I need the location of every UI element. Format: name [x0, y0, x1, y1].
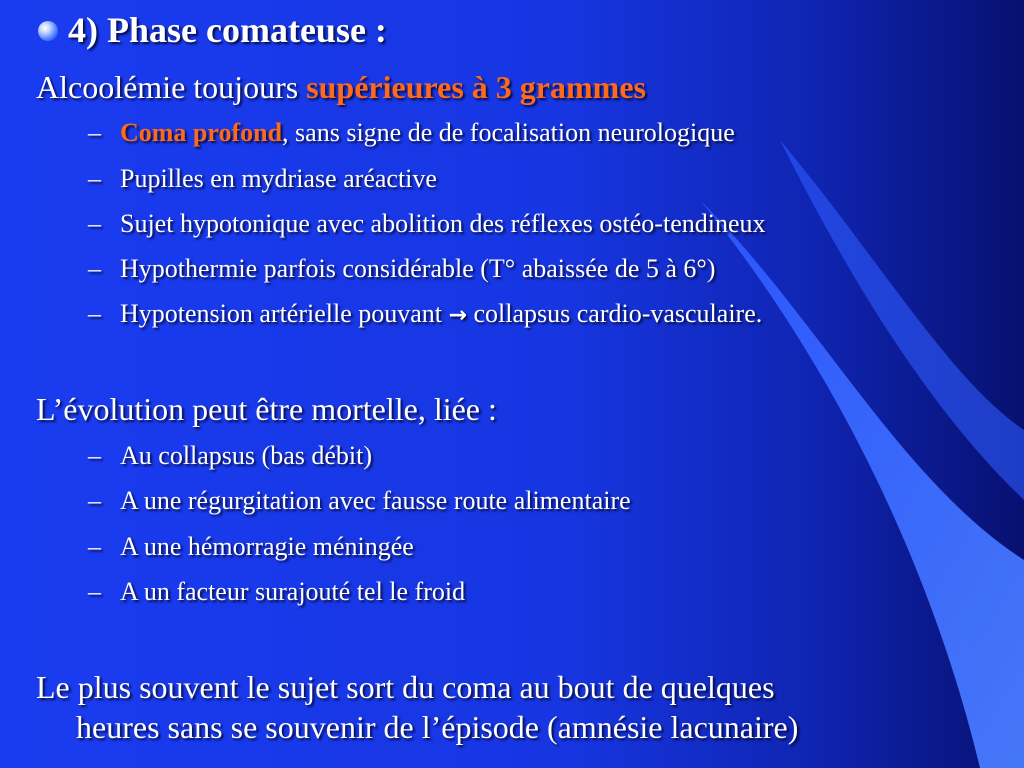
- list-item: – Hypotension artérielle pouvant → collapsus cardio-vasculaire.: [88, 299, 763, 328]
- list-item: – Pupilles en mydriase aréactive: [88, 164, 437, 193]
- list-item: – A une hémorragie méningée: [88, 532, 414, 561]
- bullet-icon: [38, 21, 58, 41]
- list-item: – A une régurgitation avec fausse route alimentaire: [88, 486, 631, 515]
- list-item: – Sujet hypotonique avec abolition des réflexes ostéo-tendineux: [88, 209, 766, 238]
- list-item: – A un facteur surajouté tel le froid: [88, 577, 466, 606]
- dash-icon: –: [88, 532, 101, 561]
- slide-title: [38, 8, 387, 52]
- conclusion-line2: heures sans se souvenir de l’épisode (amnésie lacunaire): [76, 709, 799, 745]
- list-item: – Hypothermie parfois considérable (T° abaissée de 5 à 6°): [88, 254, 716, 283]
- highlight-text: Coma profond: [120, 118, 283, 147]
- arrow-right-icon: →: [448, 303, 467, 328]
- dash-icon: –: [88, 441, 101, 470]
- dash-icon: –: [88, 118, 101, 147]
- dash-icon: –: [88, 209, 101, 238]
- dash-icon: –: [88, 164, 101, 193]
- dash-icon: –: [88, 254, 101, 283]
- title-text: 4) Phase comateuse :: [68, 10, 387, 50]
- list-item: – Au collapsus (bas débit): [88, 441, 373, 470]
- dash-icon: –: [88, 577, 101, 606]
- section2-heading: L’évolution peut être mortelle, liée :: [36, 391, 497, 427]
- dash-icon: –: [88, 299, 101, 328]
- highlight-text: supérieures à 3 grammes: [306, 69, 646, 105]
- list-item: – Coma profond, sans signe de de focalisation neurologique: [88, 118, 735, 147]
- section1-heading: Alcoolémie toujours supérieures à 3 grammes: [36, 69, 646, 105]
- dash-icon: –: [88, 486, 101, 515]
- conclusion-line1: Le plus souvent le sujet sort du coma au bout de quelques: [36, 669, 775, 705]
